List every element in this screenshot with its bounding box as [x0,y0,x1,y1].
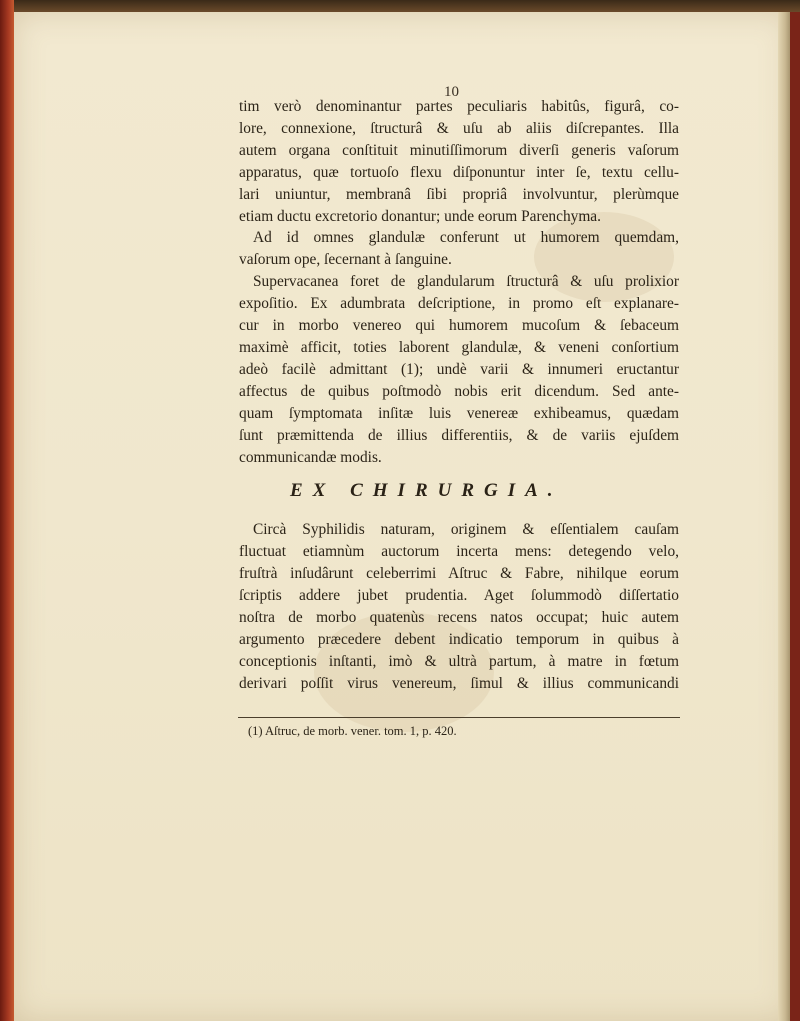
text-line: maximè afficit, toties laborent glandulæ, & veneni conſortium [239,338,679,356]
text-line: apparatus, quæ tortuoſo flexu diſponuntur inter ſe, textu cellu- [239,163,679,181]
text-line: ſunt præmittenda de illius differentiis, & de variis ejuſdem [239,426,679,444]
page-fore-edge [778,12,790,1021]
footnote-rule [238,717,680,718]
second-text-block [239,519,679,695]
section-heading: EX CHIRURGIA. [290,480,563,501]
text-line: Supervacanea foret de glandularum ſtructurâ & uſu prolixior [253,273,679,291]
text-line: argumento præcedere debent indicatio temporum in quibus à [239,631,679,648]
text-line: autem organa conſtituit minutiſſimorum diverſi generis vaſorum [239,141,679,159]
text-line: fluctuat etiamnùm auctorum incerta mens: detegendo velo, [239,543,679,560]
text-line: Ad id omnes glandulæ conferunt ut humorem quemdam, [253,229,679,247]
scan-top-border [0,0,800,12]
main-text-block [239,96,679,468]
footnote: (1) Aſtruc, de morb. vener. tom. 1, p. 420. [248,724,457,738]
text-line: derivari poſſit virus venereum, ſimul & illius communicandi [239,675,679,692]
book-cover-edge [0,0,14,1021]
text-line: conceptionis inſtanti, imò & ultrà partum, à matre in fœtum [239,653,679,670]
text-line: quam ſymptomata inſitæ luis venereæ exhibeamus, quædam [239,404,679,422]
text-line: affectus de quibus poſtmodò nobis erit dicendum. Sed ante- [239,382,679,400]
text-line: adeò facilè admittant (1); undè varii & innumeri eructantur [239,360,679,378]
text-line: noſtra de morbo quatenùs recens natos occupat; huic autem [239,609,679,626]
text-line: lore, connexione, ſtructurâ & uſu ab aliis diſcrepantes. Illa [239,119,679,137]
text-line: expoſitio. Ex adumbrata deſcriptione, in promo eſt explanare- [239,295,679,313]
text-line: tim verò denominantur partes peculiaris habitûs, figurâ, co- [239,98,679,115]
text-line: vaſorum ope, ſecernant à ſanguine. [239,251,452,269]
text-line: lari uniuntur, membranâ ſibi propriâ involvuntur, plerùmque [239,185,679,203]
text-line: ſcriptis addere jubet prudentia. Aget ſolummodò diſſertatio [239,587,679,604]
page-number: 10 [444,84,459,100]
text-line: Circà Syphilidis naturam, originem & eſſentialem cauſam [253,521,679,538]
text-line: fruſtrà inſudârunt celeberrimi Aſtruc & Fabre, nihilque eorum [239,565,679,582]
text-line: communicandæ modis. [239,448,382,466]
text-line: cur in morbo venereo qui humorem mucoſum & ſebaceum [239,317,679,335]
text-line: etiam ductu excretorio donantur; unde eorum Parenchyma. [239,207,601,225]
